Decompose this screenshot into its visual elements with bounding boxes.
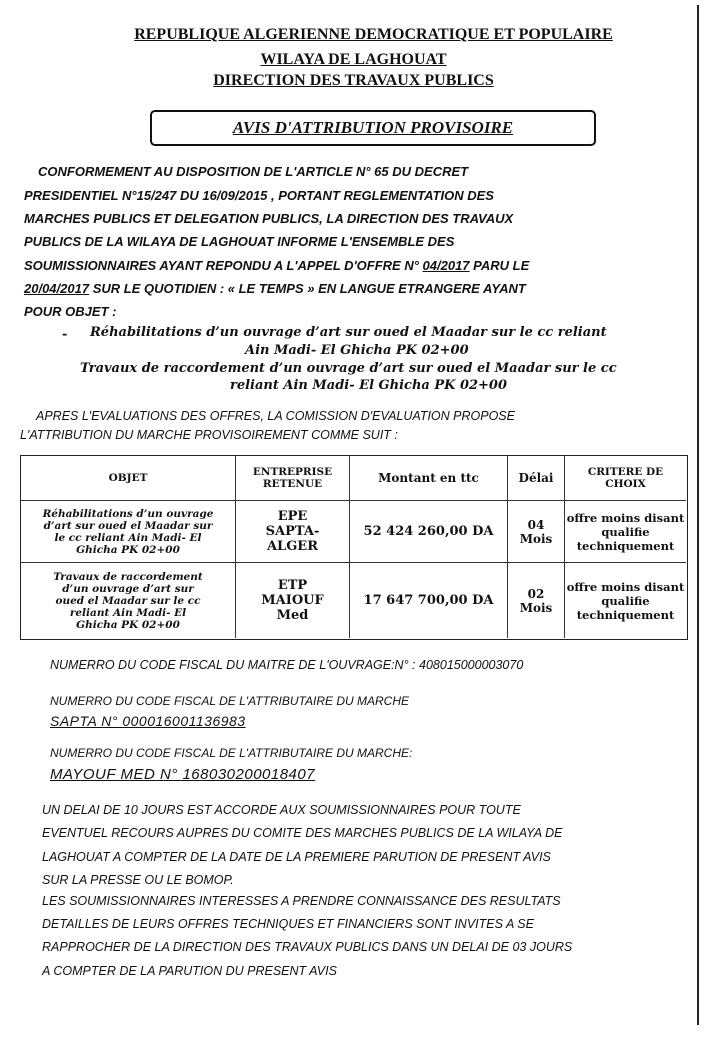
table-row-2-entreprise: ETP MAIOUF Med	[235, 562, 349, 638]
objet-1-line-2: Ain Madi- El Ghicha PK 02+00	[245, 343, 469, 358]
header-direction: DIRECTION DES TRAVAUX PUBLICS	[213, 72, 494, 89]
header-entreprise: ENTREPRISE RETENUE	[235, 456, 349, 500]
table-row-2-objet: Travaux de raccordement d’un ouvrage d’art sur oued el Maadar sur le cc reliant Ain Madi- El Ghicha PK 02+00	[21, 562, 235, 638]
attribution-table	[20, 455, 688, 640]
table-row-2-montant: 17 647 700,00 DA	[349, 562, 507, 638]
intro-line-5	[24, 258, 694, 273]
closing-line-8: A COMPTER DE LA PARUTION DU PRESENT AVIS	[42, 964, 337, 978]
closing-line-5: LES SOUMISSIONNAIRES INTERESSES A PRENDRE CONNAISSANCE DES RESULTATS	[42, 894, 561, 908]
header-wilaya: WILAYA DE LAGHOUAT	[260, 51, 447, 68]
closing-line-2: EVENTUEL RECOURS AUPRES DU COMITE DES MARCHES PUBLICS DE LA WILAYA DE	[42, 826, 563, 840]
evaluation-line-2: L'ATTRIBUTION DU MARCHE PROVISOIREMENT COMME SUIT :	[20, 428, 398, 442]
objet-2-line-1: Travaux de raccordement d’un ouvrage d’art sur oued el Maadar sur le cc	[80, 361, 617, 376]
closing-line-6: DETAILLES DE LEURS OFFRES TECHNIQUES ET FINANCIERS SONT INVITES A SE	[42, 917, 534, 931]
header-delai: Délai	[507, 456, 564, 500]
table-row-2-delai: 02 Mois	[507, 562, 564, 638]
header-critere: CRITERE DE CHOIX	[564, 456, 686, 500]
table-row-1-critere: offre moins disant qualifie techniquement	[564, 500, 686, 562]
objet-2-line-2: reliant Ain Madi- El Ghicha PK 02+00	[230, 378, 508, 393]
fiscal-code-attributaire-1-value: SAPTA N° 000016001136983	[50, 713, 246, 729]
intro-line-1: CONFORMEMENT AU DISPOSITION DE L'ARTICLE N° 65 DU DECRET	[38, 164, 469, 179]
fiscal-code-attributaire-2-label: NUMERRO DU CODE FISCAL DE L'ATTRIBUTAIRE DU MARCHE:	[50, 746, 413, 760]
parution-date: 20/04/2017	[24, 281, 90, 296]
closing-line-7: RAPPROCHER DE LA DIRECTION DES TRAVAUX PUBLICS DANS UN DELAI DE 03 JOURS	[42, 940, 573, 954]
objet-bullet: -	[62, 327, 68, 342]
fiscal-code-maitre: NUMERRO DU CODE FISCAL DU MAITRE DE L'OUVRAGE:N° : 408015000003070	[50, 658, 524, 672]
fiscal-code-attributaire-1-label: NUMERRO DU CODE FISCAL DE L'ATTRIBUTAIRE DU MARCHE	[50, 694, 409, 708]
table-row-1-objet: Réhabilitations d’un ouvrage d’art sur oued el Maadar sur le cc reliant Ain Madi- El Ghicha PK 02+00	[21, 500, 235, 562]
header-republique: REPUBLIQUE ALGERIENNE DEMOCRATIQUE ET POPULAIRE	[134, 26, 613, 43]
closing-line-4: SUR LA PRESSE OU LE BOMOP.	[42, 873, 234, 887]
evaluation-line-1: APRES L'EVALUATIONS DES OFFRES, LA COMISSION D'EVALUATION PROPOSE	[36, 409, 515, 423]
table-row-1-delai: 04 Mois	[507, 500, 564, 562]
intro-line-7: POUR OBJET :	[24, 304, 117, 319]
intro-line-6	[24, 281, 694, 296]
intro-line-2: PRESIDENTIEL N°15/247 DU 16/09/2015 , PORTANT REGLEMENTATION DES	[24, 188, 494, 203]
fiscal-code-attributaire-2-value: MAYOUF MED N° 168030200018407	[50, 766, 316, 783]
closing-line-1: UN DELAI DE 10 JOURS EST ACCORDE AUX SOUMISSIONNAIRES POUR TOUTE	[42, 803, 521, 817]
intro-line-3: MARCHES PUBLICS ET DELEGATION PUBLICS, LA DIRECTION DES TRAVAUX	[24, 211, 514, 226]
table-row-1-entreprise: EPE SAPTA- ALGER	[235, 500, 349, 562]
table-row-2-critere: offre moins disant qualifie techniquement	[564, 562, 686, 638]
appel-offre-number: 04/2017	[422, 258, 470, 273]
intro-line-5-b: PARU LE	[473, 258, 530, 273]
closing-line-3: LAGHOUAT A COMPTER DE LA DATE DE LA PREMIERE PARUTION DE PRESENT AVIS	[42, 850, 551, 864]
header-montant: Montant en ttc	[349, 456, 507, 500]
intro-line-6-b: SUR LE QUOTIDIEN : « LE TEMPS » EN LANGUE ETRANGERE AYANT	[92, 281, 526, 296]
page-title: AVIS D'ATTRIBUTION PROVISOIRE	[232, 118, 514, 137]
header-objet: OBJET	[108, 472, 148, 484]
intro-line-5-a: SOUMISSIONNAIRES AYANT REPONDU A L'APPEL D'OFFRE N°	[24, 258, 419, 273]
title-box	[150, 110, 596, 146]
intro-line-4: PUBLICS DE LA WILAYA DE LAGHOUAT INFORME L'ENSEMBLE DES	[24, 234, 455, 249]
scan-edge-line	[697, 5, 699, 1025]
table-row-1-montant: 52 424 260,00 DA	[349, 500, 507, 562]
objet-1-line-1: Réhabilitations d’un ouvrage d’art sur oued el Maadar sur le cc reliant	[90, 325, 607, 340]
